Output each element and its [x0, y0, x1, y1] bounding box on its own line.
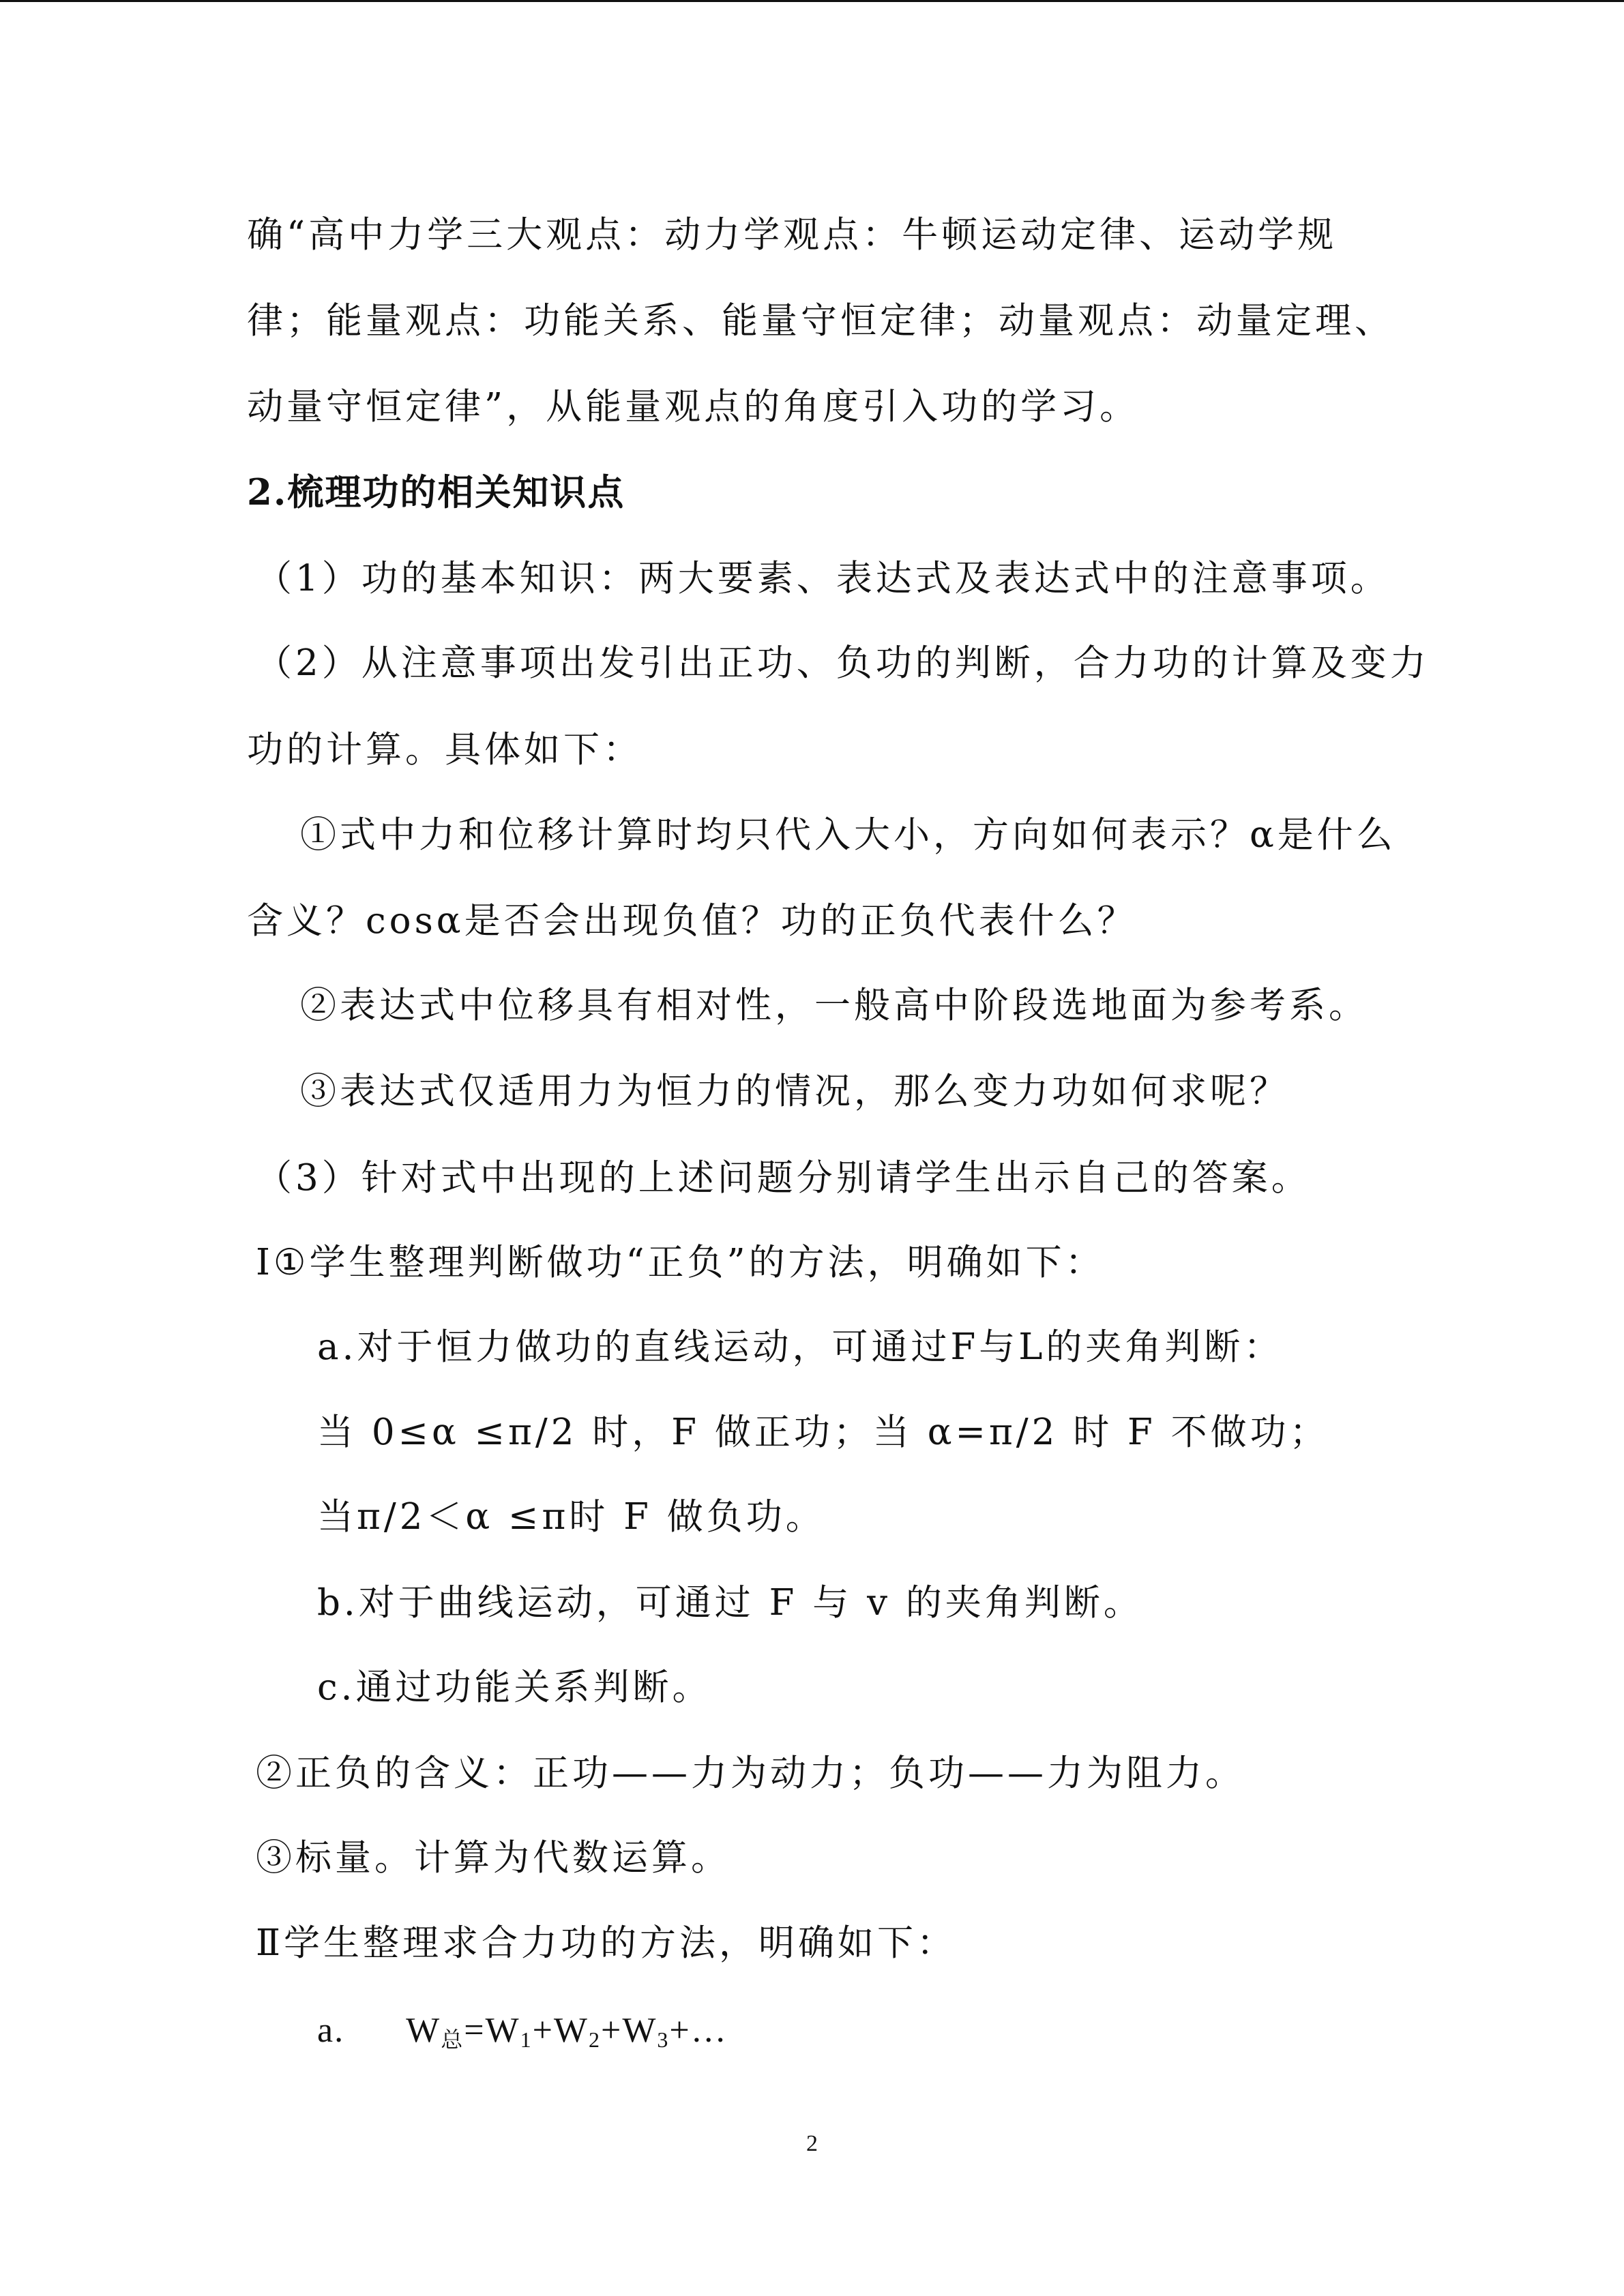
- formula-sub-3: 3: [657, 2027, 670, 2052]
- formula-tail: +…: [669, 2011, 728, 2050]
- text-line: 当π/2＜α ≤π时 F 做负功。: [317, 1496, 825, 1538]
- formula-eq: =W: [464, 2011, 520, 2050]
- formula-sub-total: 总: [441, 2027, 464, 2052]
- text-line: c.通过功能关系判断。: [317, 1667, 712, 1708]
- section-heading: 2.梳理功的相关知识点: [247, 471, 625, 513]
- text-line: Ⅰ①学生整理判断做功“正负”的方法，明确如下：: [256, 1242, 1105, 1283]
- text-line: ③表达式仅适用力为恒力的情况，那么变力功如何求呢？: [300, 1071, 1289, 1112]
- formula-sub-2: 2: [589, 2027, 602, 2052]
- text-line: ①式中力和位移计算时均只代入大小，方向如何表示？α是什么: [300, 814, 1396, 856]
- text-line: （1）功的基本知识：两大要素、表达式及表达式中的注意事项。: [256, 558, 1390, 599]
- page-number: 2: [806, 2131, 818, 2156]
- formula-sub-1: 1: [520, 2027, 533, 2052]
- total-work-formula: [317, 2007, 728, 2055]
- text-line: ②正负的含义：正功——力为动力；负功——力为阻力。: [256, 1753, 1245, 1794]
- text-line: 当 0≤α ≤π/2 时，F 做正功；当 α=π/2 时 F 不做功；: [317, 1412, 1329, 1453]
- text-line: a.对于恒力做功的直线运动，可通过F与L的夹角判断：: [317, 1326, 1284, 1368]
- text-line: （3）针对式中出现的上述问题分别请学生出示自己的答案。: [256, 1157, 1311, 1199]
- formula-plus-1: +W: [532, 2011, 589, 2050]
- formula-label: a.: [317, 2011, 345, 2050]
- text-line: b.对于曲线运动，可通过 F 与 v 的夹角判断。: [317, 1582, 1143, 1624]
- text-line: Ⅱ学生整理求合力功的方法，明确如下：: [256, 1922, 957, 1964]
- formula-w: W: [406, 2011, 441, 2050]
- text-line: 律；能量观点：功能关系、能量守恒定律；动量观点：动量定理、: [247, 300, 1394, 342]
- text-line: ③标量。计算为代数运算。: [256, 1837, 730, 1879]
- text-line: 含义？cosα是否会出现负值？功的正负代表什么？: [247, 900, 1137, 942]
- text-line: 功的计算。具体如下：: [247, 729, 643, 771]
- formula-plus-2: +W: [601, 2011, 658, 2050]
- text-line: 确“高中力学三大观点：动力学观点：牛顿运动定律、运动学规: [247, 214, 1338, 256]
- text-line: （2）从注意事项出发引出正功、负功的判断，合力功的计算及变力: [256, 642, 1430, 684]
- text-line: 动量守恒定律”，从能量观点的角度引入功的学习。: [247, 386, 1140, 428]
- text-line: ②表达式中位移具有相对性，一般高中阶段选地面为参考系。: [300, 985, 1368, 1026]
